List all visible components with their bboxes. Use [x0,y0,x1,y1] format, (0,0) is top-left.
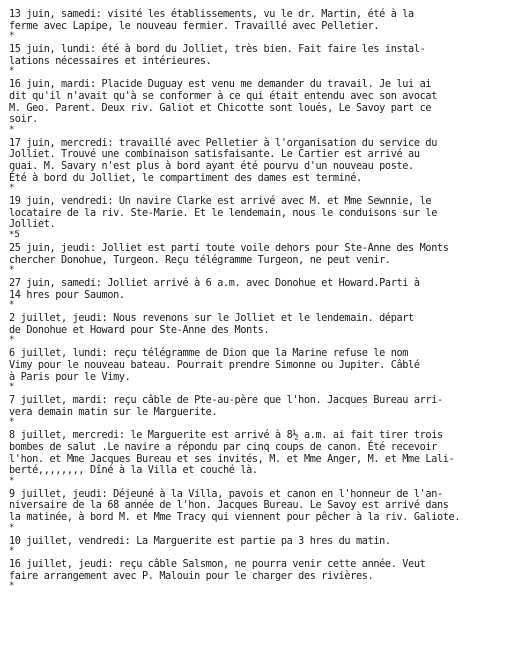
entry-line: à Paris pour le Vimy. [9,371,131,383]
entry-line: locataire de la riv. Ste-Marie. Et le lendemain, nous le conduisons sur le [9,207,437,219]
entry-separator-asterisk: *5 [9,229,20,240]
entry-line: faire arrangement avec P. Malouin pour le charger des rivières. [9,570,374,582]
entry-line: 16 juillet, jeudi: reçu câble Salsmon, ne pourra venir cette année. Veut [9,559,426,571]
entry-line: 6 juillet, lundi: reçu télégramme de Dion que la Marine refuse le nom [9,348,409,360]
entry-separator-asterisk: * [9,382,15,393]
entry-separator-asterisk: * [9,475,15,486]
entry-separator-asterisk: * [9,265,15,276]
entry-line: Été à bord du Jolliet, le compartiment des dames est terminé. [9,172,362,184]
entry-separator-asterisk: * [9,522,15,533]
entry-separator-asterisk: * [9,581,15,592]
diary-entry [9,536,513,556]
entry-line: 16 juin, mardi: Placide Duguay est venu me demander du travail. Je lui ai [9,79,432,91]
diary-entry [9,196,513,239]
entry-line: 27 juin, samedi: Jolliet arrivé à 6 a.m. avec Donohue et Howard.Parti à [9,278,420,290]
entry-line: Jolliet. Trouvé une combinaison satisfaisante. Le Cartier est arrivé au [9,149,420,161]
entry-line: bombes de salut .Le navire a répondu par cinq coups de canon. Été recevoir [9,442,437,454]
entry-line: M. Geo. Parent. Deux riv. Galiot et Chicotte sont loués, Le Savoy part ce [9,102,432,114]
entry-line: Vimy pour le nouveau bateau. Pourrait prendre Simonne ou Jupiter. Câblé [9,360,420,372]
diary-entry [9,348,513,391]
entry-line: 17 juin, mercredi: travaillé avec Pelletier à l'organisation du service du [9,137,437,149]
entry-line: dit qu'il n'avait qu'à se conformer à ce qui était entendu avec son avocat [9,90,437,102]
diary-entry [9,79,513,133]
entry-separator-asterisk: * [9,124,15,135]
entry-line: 8 juillet, mercredi: le Marguerite est arrivé à 8½ a.m. ai fait tirer trois [9,430,443,442]
entry-line: chercher Donohue, Turgeon. Reçu télégramme Turgeon, ne peut venir. [9,254,391,266]
diary-entry [9,138,513,192]
entry-separator-asterisk: * [9,300,15,311]
entry-separator-asterisk: * [9,183,15,194]
entry-line: quai. M. Savary n'est plus à bord ayant été pourvu d'un nouveau poste. [9,160,414,172]
entry-line: 10 juillet, vendredi: La Marguerite est partie pa 3 hres du matin. [9,535,391,547]
entry-line: 25 juin, jeudi: Jolliet est parti toute voile dehors pour Ste-Anne des Monts [9,242,449,254]
entry-line: 19 juin, vendredi: Un navire Clarke est arrivé avec M. et Mme Sewnnie, le [9,196,432,208]
entry-separator-asterisk: * [9,31,15,42]
diary-entry [9,278,513,309]
entry-line: vera demain matin sur le Marguerite. [9,406,218,418]
entry-line: 13 juin, samedi: visité les établissements, vu le dr. Martin, été à la [9,9,414,20]
entry-separator-asterisk: * [9,546,15,557]
diary-entry [9,9,513,40]
diary-entry [9,243,513,274]
entry-separator-asterisk: * [9,417,15,428]
diary-entry [9,395,513,426]
entry-line: 7 juillet, mardi: reçu câble de Pte-au-père que l'hon. Jacques Bureau arri- [9,395,443,407]
diary-entry [9,430,513,484]
entry-line: 9 juillet, jeudi: Déjeuné à la Villa, pavois et canon en l'honneur de l'an- [9,488,443,500]
entry-line: berté,,,,,,,, Dîné à la Villa et couché là. [9,465,258,477]
entry-line: lations nécessaires et intérieures. [9,55,212,67]
entry-line: 2 juillet, jeudi: Nous revenons sur le Jolliet et le lendemain. départ [9,313,414,325]
entry-line: soir. [9,114,38,126]
entry-line: l'hon. et Mme Jacques Bureau et ses invités, M. et Mme Anger, M. et Mme Lali- [9,453,455,465]
diary-entry [9,313,513,344]
entry-line: Jolliet. [9,219,56,231]
entry-separator-asterisk: * [9,335,15,346]
diary-entry [9,489,513,532]
diary-entry [9,559,513,590]
entry-line: 15 juin, lundi: été à bord du Jolliet, très bien. Fait faire les instal- [9,44,426,56]
entry-line: 14 hres pour Saumon. [9,289,125,301]
entry-line: la matinée, à bord M. et Mme Tracy qui viennent pour pêcher à la riv. Galiote. [9,512,461,523]
entry-line: de Donohue et Howard pour Ste-Anne des Monts. [9,324,270,336]
entry-line: niversaire de la 68 année de l'hon. Jacques Bureau. Le Savoy est arrivé dans [9,500,449,512]
entry-separator-asterisk: * [9,66,15,77]
diary-entry [9,44,513,75]
entry-line: ferme avec Lapipe, le nouveau fermier. Travaillé avec Pelletier. [9,20,380,32]
